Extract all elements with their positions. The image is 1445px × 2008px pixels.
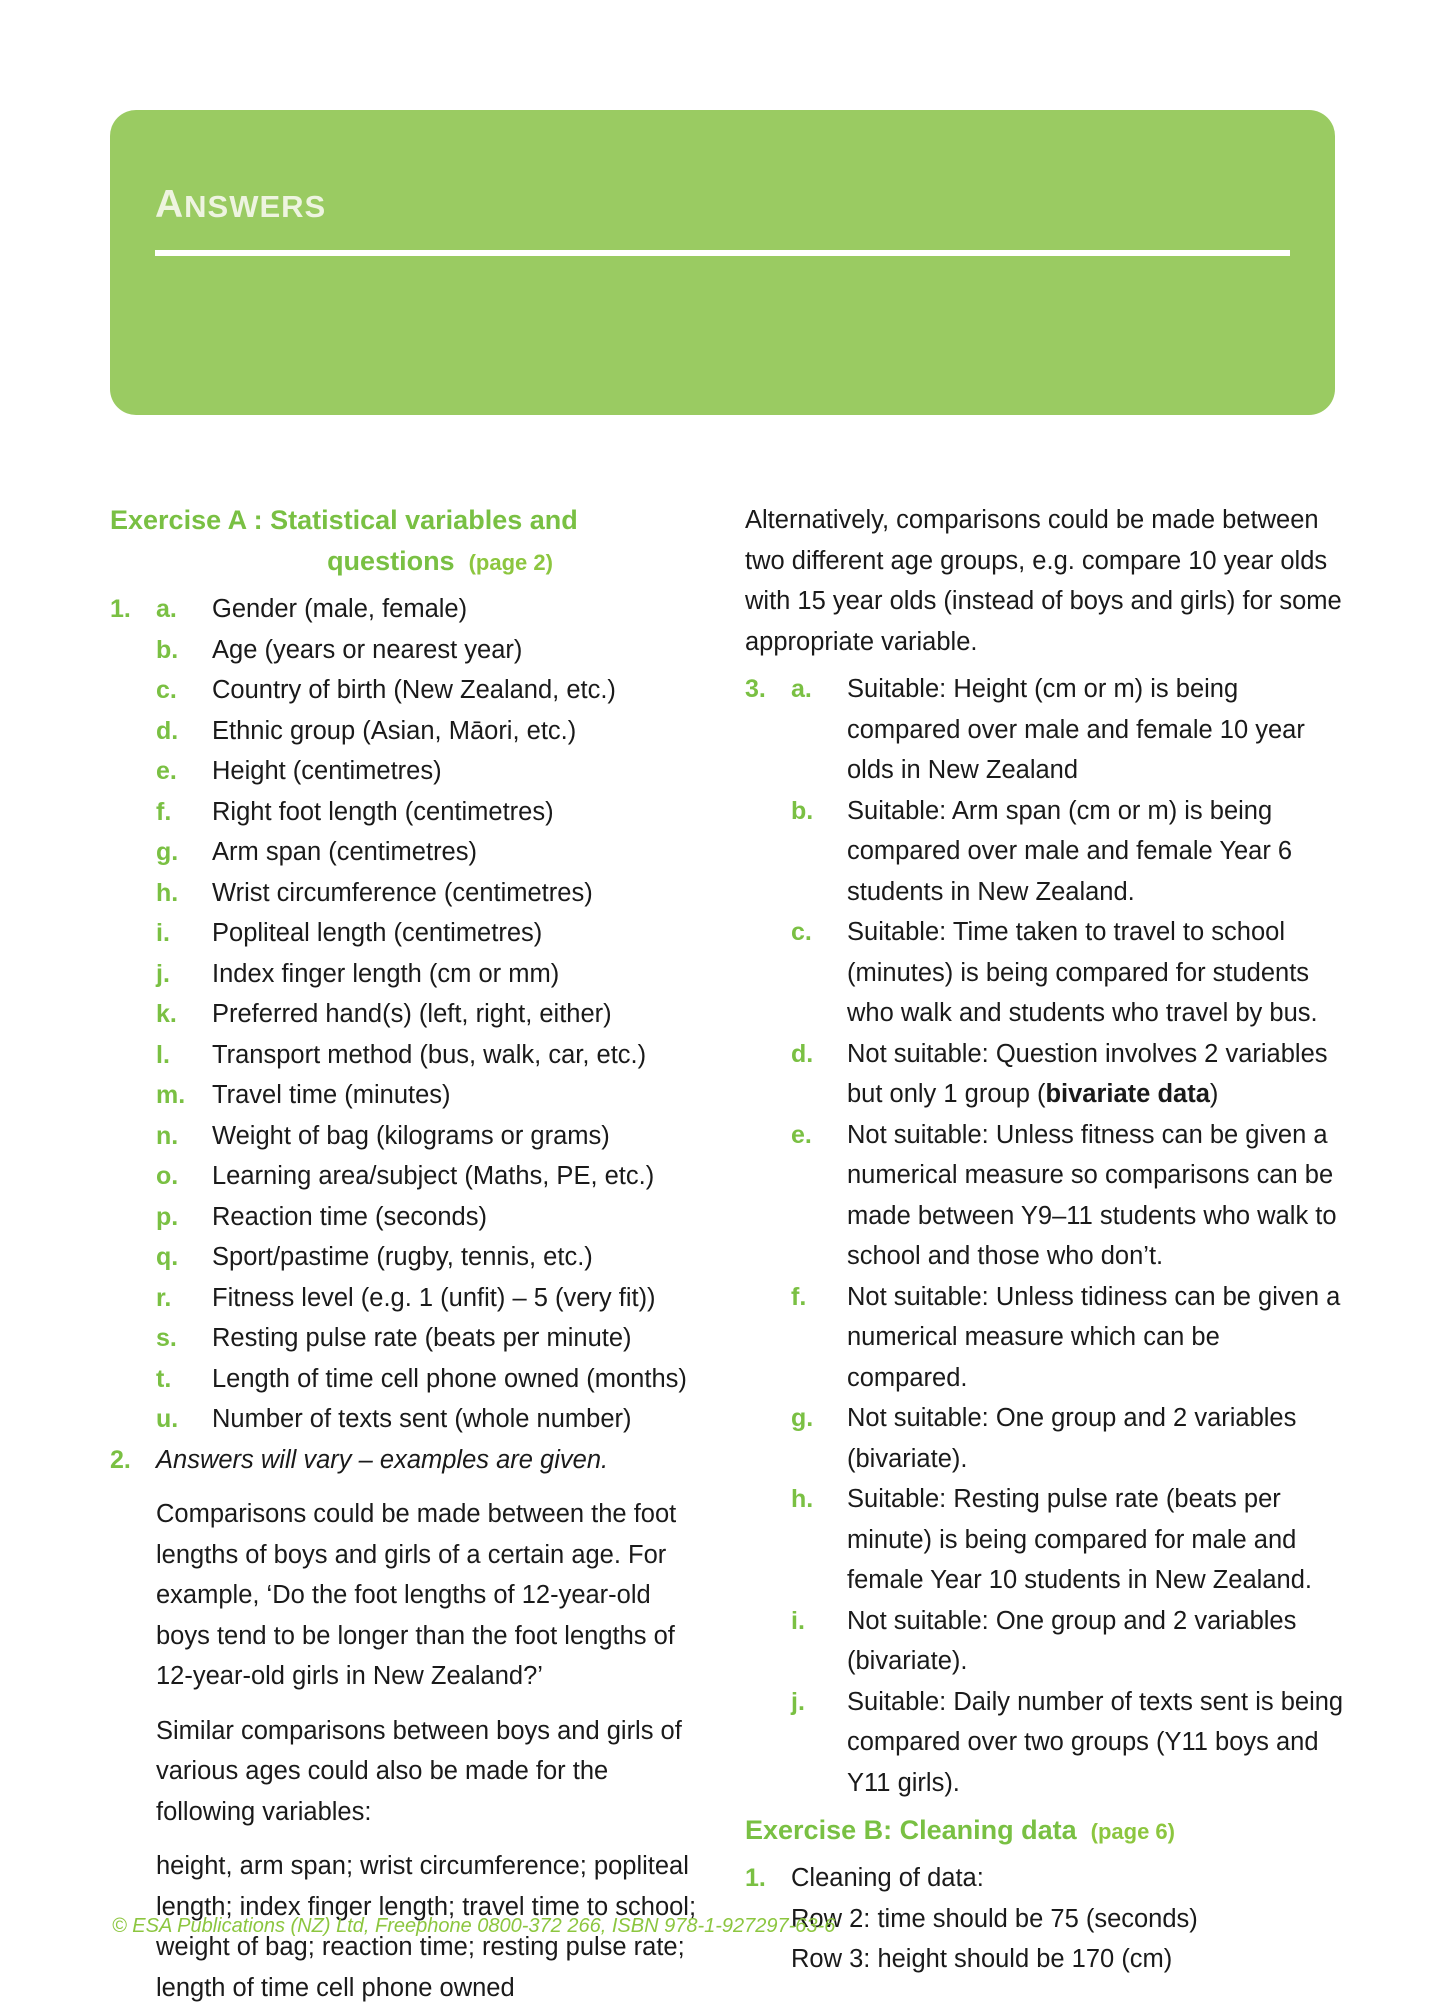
exercise-a-page-ref: (page 2) xyxy=(468,550,553,575)
left-column xyxy=(110,500,710,2008)
q2-paragraph-2: Similar comparisons between boys and girls of various ages could also be made for the following variables: xyxy=(156,1716,682,1826)
item-text: Not suitable: Unless fitness can be given a numerical measure so comparisons can be made between Y9–11 students who walk to school and those who don’t. xyxy=(847,1120,1337,1270)
list-item xyxy=(110,589,710,630)
item-text: Arm span (centimetres) xyxy=(212,838,477,866)
item-text: Suitable: Resting pulse rate (beats per minute) is being compared for male and female Year 10 students in New Zealand. xyxy=(847,1485,1312,1594)
list-item xyxy=(110,954,710,995)
spacer xyxy=(110,1697,710,1711)
question-number-spacer xyxy=(745,912,791,953)
item-text: Country of birth (New Zealand, etc.) xyxy=(212,676,616,704)
question-number-spacer xyxy=(110,1197,156,1238)
item-text: Transport method (bus, walk, car, etc.) xyxy=(212,1040,647,1069)
item-text: Height (centimetres) xyxy=(212,757,442,785)
item-text: Reaction time (seconds) xyxy=(212,1202,487,1231)
question-number-spacer xyxy=(110,630,156,671)
list-item xyxy=(110,751,710,792)
question-number-spacer xyxy=(110,994,156,1035)
page-title: answers xyxy=(155,166,327,229)
question-number-spacer xyxy=(110,1035,156,1076)
question-number-spacer xyxy=(745,1115,791,1156)
item-text: Not suitable: One group and 2 variables (bivariate). xyxy=(847,1606,1297,1675)
item-letter: a. xyxy=(791,675,812,703)
item-letter: g. xyxy=(156,838,179,866)
item-letter: c. xyxy=(156,676,177,704)
item-text: Index finger length (cm or mm) xyxy=(212,959,560,988)
list-item xyxy=(745,791,1345,913)
question-number-spacer xyxy=(110,792,156,833)
list-item xyxy=(110,670,710,711)
question-number-spacer xyxy=(110,954,156,995)
list-item xyxy=(745,1277,1345,1399)
header-divider xyxy=(155,250,1290,256)
item-text: Suitable: Height (cm or m) is being compared over male and female 10 year olds in New Zealand xyxy=(847,675,1305,784)
exercise-a-title-line2-wrap xyxy=(110,541,710,583)
item-text-before: Not suitable: Question involves 2 variables but only 1 group ( xyxy=(847,1039,1328,1108)
item-text: Not suitable: One group and 2 variables (bivariate). xyxy=(847,1404,1297,1473)
list-item xyxy=(110,1035,710,1076)
list-item xyxy=(110,832,710,873)
item-letter: r. xyxy=(156,1283,172,1312)
item-text: Preferred hand(s) (left, right, either) xyxy=(212,1000,612,1028)
item-letter: d. xyxy=(156,716,179,745)
item-text: Gender (male, female) xyxy=(212,595,468,623)
item-text: Fitness level (e.g. 1 (unfit) – 5 (very fit)) xyxy=(212,1283,656,1312)
exercise-a-title-line1: Exercise A : Statistical variables and xyxy=(110,505,578,535)
item-letter: j. xyxy=(156,959,170,988)
question-number: 2. xyxy=(110,1445,131,1474)
item-text xyxy=(847,1034,1345,1115)
item-text-after: ) xyxy=(1209,1080,1219,1108)
item-letter: m. xyxy=(156,1081,186,1109)
question-number-spacer xyxy=(110,873,156,914)
item-letter: l. xyxy=(156,1040,170,1069)
list-item xyxy=(110,994,710,1035)
list-item xyxy=(110,1318,710,1359)
item-text: Popliteal length (centimetres) xyxy=(212,919,543,947)
item-letter: p. xyxy=(156,1202,179,1231)
item-text: Suitable: Daily number of texts sent is being compared over two groups (Y11 boys and Y11 girls). xyxy=(847,1687,1344,1797)
question-number-spacer xyxy=(110,670,156,711)
cleaning-row-line: Row 2: time should be 75 (seconds) xyxy=(791,1904,1198,1933)
list-item xyxy=(110,873,710,914)
question-number-spacer xyxy=(745,1398,791,1439)
item-letter: u. xyxy=(156,1405,179,1433)
list-item xyxy=(745,1034,1345,1115)
question-number-spacer xyxy=(745,1277,791,1318)
list-item xyxy=(745,1479,1345,1601)
q2-continued-paragraph: Alternatively, comparisons could be made between two different age groups, e.g. compare 10 year olds with 15 year olds (instead of boys and girls) for some appropriate variable. xyxy=(745,506,1342,656)
list-item xyxy=(110,630,710,671)
item-text: Suitable: Arm span (cm or m) is being compared over male and female Year 6 students in New Zealand. xyxy=(847,796,1293,906)
item-letter: k. xyxy=(156,1000,177,1028)
exercise-a-heading xyxy=(110,500,710,583)
question-number-spacer xyxy=(110,1399,156,1440)
list-item xyxy=(110,1359,710,1400)
item-letter: f. xyxy=(791,1282,807,1311)
question-number-spacer xyxy=(745,1479,791,1520)
item-letter: n. xyxy=(156,1121,179,1150)
list-item xyxy=(110,1197,710,1238)
item-letter: q. xyxy=(156,1243,179,1271)
item-text: Travel time (minutes) xyxy=(212,1081,451,1109)
question-number-spacer xyxy=(110,751,156,792)
item-text: Learning area/subject (Maths, PE, etc.) xyxy=(212,1162,655,1190)
question-number-spacer xyxy=(110,913,156,954)
exercise-b-heading xyxy=(745,1810,1345,1852)
item-letter: t. xyxy=(156,1364,172,1393)
item-letter: c. xyxy=(791,918,812,946)
item-text: Length of time cell phone owned (months) xyxy=(212,1364,687,1393)
exercise-b-page-ref: (page 6) xyxy=(1090,1819,1175,1844)
right-column xyxy=(745,500,1345,1980)
question-number-spacer xyxy=(110,1156,156,1197)
list-item xyxy=(110,711,710,752)
spacer xyxy=(745,662,1345,669)
question-number: 1. xyxy=(110,595,131,623)
list-item xyxy=(110,1399,710,1440)
cleaning-row-line: Row 3: height should be 170 (cm) xyxy=(791,1945,1173,1973)
item-letter: e. xyxy=(791,1120,812,1149)
item-letter: b. xyxy=(791,796,814,825)
question-number-spacer xyxy=(745,1601,791,1642)
item-letter: a. xyxy=(156,595,177,623)
question-number-spacer xyxy=(110,711,156,752)
item-text: Wrist circumference (centimetres) xyxy=(212,878,593,907)
list-item xyxy=(110,792,710,833)
list-item xyxy=(110,1075,710,1116)
question-number-spacer xyxy=(110,1237,156,1278)
list-item xyxy=(745,1682,1345,1804)
list-item xyxy=(110,913,710,954)
spacer xyxy=(745,1803,1345,1810)
item-text: Ethnic group (Asian, Māori, etc.) xyxy=(212,716,577,745)
spacer xyxy=(110,1832,710,1846)
list-item xyxy=(110,1237,710,1278)
question-number-spacer xyxy=(110,1359,156,1400)
question-number-spacer xyxy=(110,832,156,873)
item-letter: e. xyxy=(156,757,177,785)
question-number-spacer xyxy=(110,1075,156,1116)
item-text: Not suitable: Unless tidiness can be given a numerical measure which can be compared. xyxy=(847,1282,1341,1392)
question-number: 3. xyxy=(745,675,766,703)
list-item xyxy=(745,1398,1345,1479)
list-item xyxy=(110,1156,710,1197)
q2-paragraph-1: Comparisons could be made between the foot lengths of boys and girls of a certain age. For example, ‘Do the foot lengths of 12-year-old boys tend to be longer than the foot lengths of 12-year-old girls in New Zealand?’ xyxy=(156,1500,677,1690)
item-text: Resting pulse rate (beats per minute) xyxy=(212,1324,632,1352)
item-text-bold: bivariate data xyxy=(1045,1080,1210,1108)
question-number-spacer xyxy=(745,1682,791,1723)
list-item xyxy=(110,1278,710,1319)
item-letter: s. xyxy=(156,1324,177,1352)
item-letter: o. xyxy=(156,1162,179,1190)
item-letter: h. xyxy=(791,1485,814,1513)
item-letter: i. xyxy=(156,919,170,947)
item-text: Number of texts sent (whole number) xyxy=(212,1405,632,1433)
question-number-spacer xyxy=(110,1116,156,1157)
list-item xyxy=(745,1115,1345,1277)
spacer xyxy=(110,1480,710,1494)
item-text: Suitable: Time taken to travel to school (minutes) is being compared for students who walk and students who travel by bus. xyxy=(847,918,1318,1027)
item-letter: g. xyxy=(791,1404,814,1432)
list-item xyxy=(745,1601,1345,1682)
item-text: Right foot length (centimetres) xyxy=(212,797,554,826)
item-text: Age (years or nearest year) xyxy=(212,635,523,664)
q2-intro-text: Answers will vary – examples are given. xyxy=(156,1445,609,1474)
question-number-spacer xyxy=(745,1034,791,1075)
question-number-spacer xyxy=(110,1318,156,1359)
item-letter: f. xyxy=(156,797,172,826)
list-item xyxy=(745,912,1345,1034)
question-number-spacer xyxy=(745,791,791,832)
item-letter: i. xyxy=(791,1606,805,1635)
exercise-b-title: Exercise B: Cleaning data xyxy=(745,1815,1077,1845)
question-number-spacer xyxy=(110,1278,156,1319)
item-letter: j. xyxy=(791,1687,805,1716)
item-letter: b. xyxy=(156,635,179,664)
list-item xyxy=(110,1116,710,1157)
item-letter: h. xyxy=(156,878,179,907)
item-text: Weight of bag (kilograms or grams) xyxy=(212,1121,610,1150)
page-header-banner xyxy=(110,110,1335,415)
q2-paragraph-3: height, arm span; wrist circumference; popliteal length; index finger length; travel time to school; weight of bag; reaction time; resting pulse rate; length of time cell phone owned xyxy=(156,1852,697,2002)
exercise-a-title-line2: questions xyxy=(327,546,455,576)
question-number: 1. xyxy=(745,1864,766,1892)
item-letter: d. xyxy=(791,1039,814,1068)
list-item xyxy=(745,1858,1345,1899)
list-item xyxy=(745,669,1345,791)
item-text: Cleaning of data: xyxy=(791,1864,984,1892)
list-item xyxy=(110,1440,710,1481)
item-text: Sport/pastime (rugby, tennis, etc.) xyxy=(212,1243,593,1271)
footer-copyright: © ESA Publications (NZ) Ltd, Freephone 0800-372 266, ISBN 978-1-927297-63-6 xyxy=(112,1915,836,1937)
